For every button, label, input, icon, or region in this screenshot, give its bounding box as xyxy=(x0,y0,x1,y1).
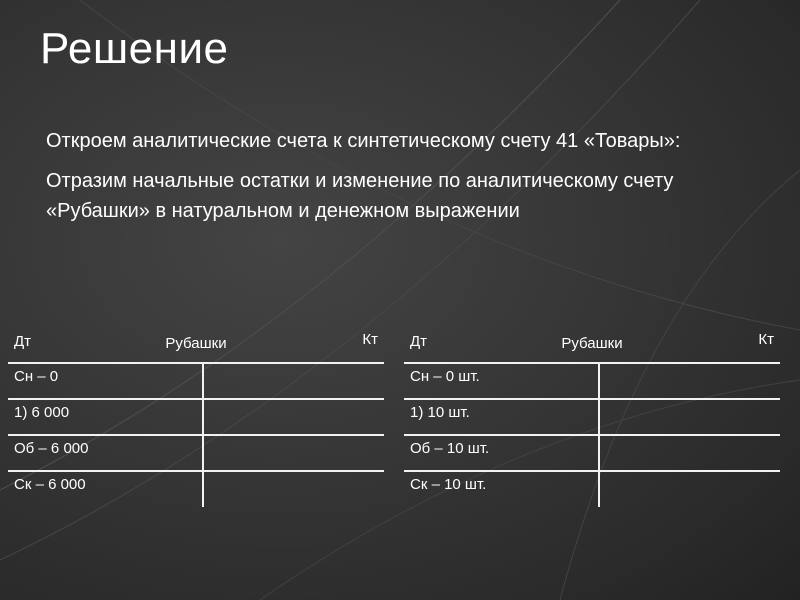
row-divider xyxy=(8,398,384,400)
slide-body xyxy=(46,126,766,236)
credit-label: Кт xyxy=(362,331,378,348)
row-divider xyxy=(404,434,780,436)
account-name: Рубашки xyxy=(165,335,227,352)
row-entry-1: 1) 10 шт. xyxy=(410,404,470,421)
row-closing-balance: Ск – 6 000 xyxy=(14,476,86,493)
row-closing-balance: Ск – 10 шт. xyxy=(410,476,487,493)
account-name: Рубашки xyxy=(561,335,623,352)
debit-label: Дт xyxy=(410,333,428,350)
t-account-quantity xyxy=(404,325,780,510)
row-opening-balance: Сн – 0 xyxy=(14,368,59,385)
row-entry-1: 1) 6 000 xyxy=(14,404,70,421)
row-turnover: Об – 6 000 xyxy=(14,440,89,457)
credit-label: Кт xyxy=(758,331,774,348)
row-turnover: Об – 10 шт. xyxy=(410,440,490,457)
row-opening-balance: Сн – 0 шт. xyxy=(410,368,480,385)
paragraph-balances: Отразим начальные остатки и изменение по аналитическому счету «Рубашки» в натуральном и денежном выражении xyxy=(46,170,674,222)
row-divider xyxy=(8,470,384,472)
t-account-monetary xyxy=(8,325,384,510)
slide-title: Решение xyxy=(40,24,229,73)
header-line xyxy=(8,362,384,364)
row-divider xyxy=(8,434,384,436)
row-divider xyxy=(404,470,780,472)
header-line xyxy=(404,362,780,364)
debit-label: Дт xyxy=(14,333,32,350)
row-divider xyxy=(404,398,780,400)
paragraph-accounts-intro: Откроем аналитические счета к синтетическому счету 41 «Товары»: xyxy=(46,130,681,152)
